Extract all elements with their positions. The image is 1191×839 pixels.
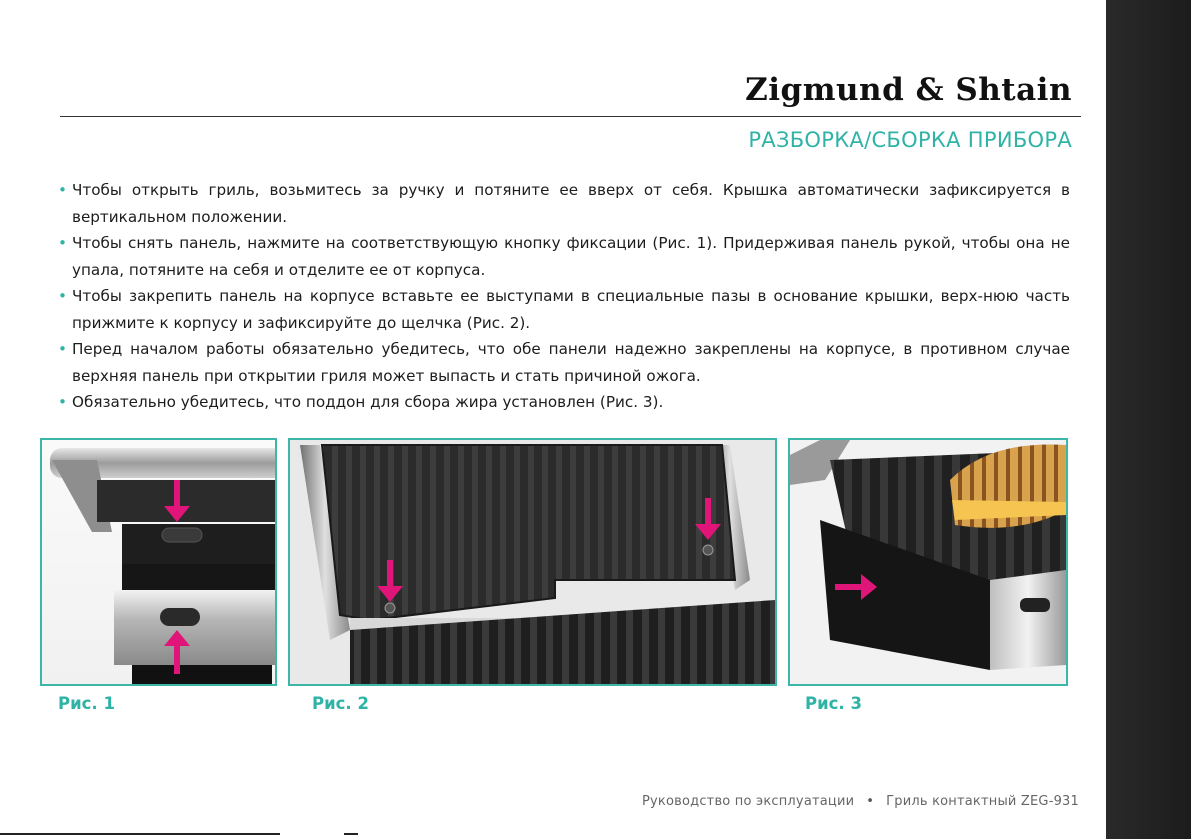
footer-separator: • [866, 794, 875, 809]
instruction-item: • Обязательно убедитесь, что поддон для сбора жира установлен (Рис. 3). [58, 389, 1070, 416]
page-footer [642, 794, 1079, 809]
arrow-down-icon [162, 480, 192, 524]
instruction-list [58, 177, 1070, 416]
header-divider [60, 116, 1081, 117]
arrow-right-icon [835, 572, 879, 602]
footer-product-label: Гриль контактный ZEG-931 [886, 794, 1079, 809]
figure-3-caption: Рис. 3 [805, 694, 862, 713]
bottom-divider-mark [344, 833, 358, 835]
section-title: РАЗБОРКА/СБОРКА ПРИБОРА [748, 128, 1072, 152]
figure-1-image [40, 438, 277, 686]
instruction-item: • Чтобы закрепить панель на корпусе вставьте ее выступами в специальные пазы в основание крышки, верх-нюю часть прижмите к корпусу и зафиксируйте до щелчка (Рис. 2). [58, 283, 1070, 336]
footer-manual-label: Руководство по эксплуатации [641, 794, 855, 809]
arrow-down-icon [693, 498, 723, 542]
instruction-item: • Чтобы снять панель, нажмите на соответствующую кнопку фиксации (Рис. 1). Придерживая панель рукой, чтобы она не упала, потяните на себя и отделите ее от корпуса. [58, 230, 1070, 283]
instruction-item: • Чтобы открыть гриль, возьмитесь за ручку и потяните ее вверх от себя. Крышка автоматически зафиксируется в вертикальном положении. [58, 177, 1070, 230]
figure-2-image [288, 438, 777, 686]
arrow-down-icon [375, 560, 405, 604]
arrow-up-icon [162, 630, 192, 674]
figure-1-caption: Рис. 1 [58, 694, 115, 713]
figure-3-image [788, 438, 1068, 686]
figure-2-caption: Рис. 2 [312, 694, 369, 713]
brand-logo: Zigmund & Shtain [745, 72, 1072, 108]
side-bar-decoration [1106, 0, 1191, 839]
instruction-item: • Перед началом работы обязательно убедитесь, что обе панели надежно закреплены на корпусе, в противном случае верхняя панель при открытии гриля может выпасть и стать причиной ожога. [58, 336, 1070, 389]
bottom-divider [0, 833, 280, 835]
